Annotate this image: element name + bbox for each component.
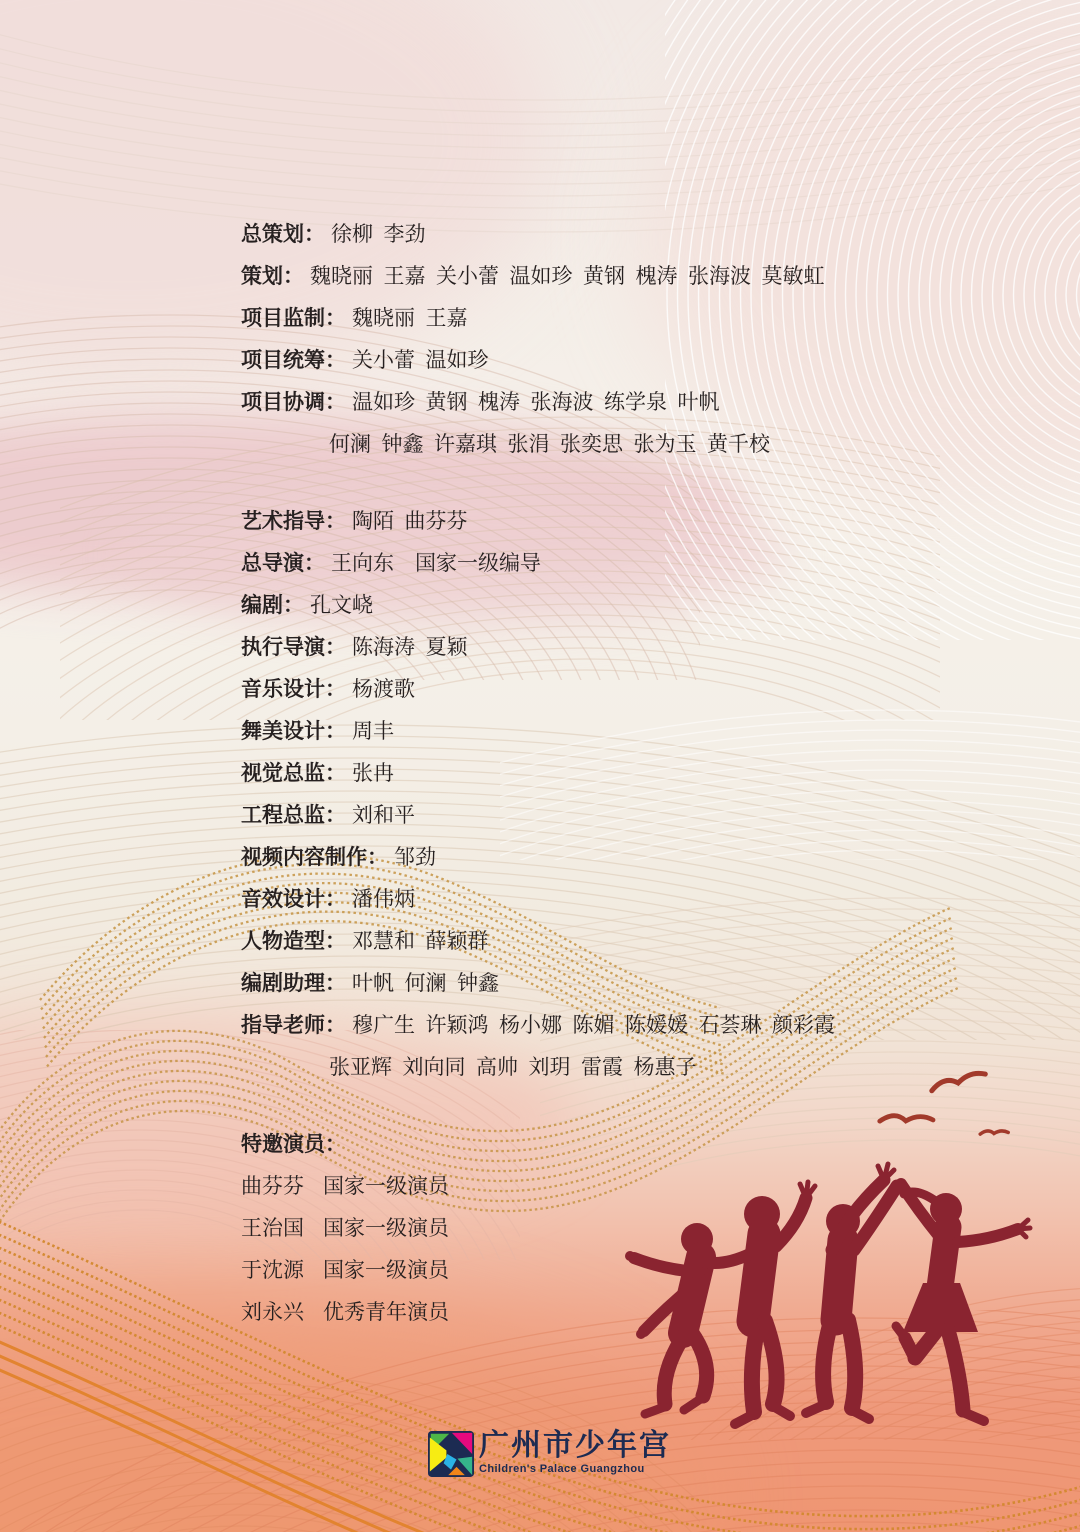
credit-names: 关小蕾 温如珍 bbox=[352, 348, 489, 372]
credit-names: 徐柳 李劲 bbox=[331, 222, 426, 246]
guest-cast-list bbox=[241, 1165, 835, 1333]
credit-row bbox=[241, 626, 835, 668]
credit-row bbox=[241, 339, 835, 381]
credit-row bbox=[241, 500, 835, 542]
credit-row bbox=[241, 297, 835, 339]
cast-member-title: 国家一级演员 bbox=[323, 1258, 449, 1282]
credit-role-label: 策划： bbox=[241, 264, 304, 288]
credit-names: 魏晓丽 王嘉 bbox=[352, 306, 468, 330]
credit-role-label: 编剧助理： bbox=[241, 971, 346, 995]
credit-row bbox=[241, 794, 835, 836]
credit-role-label: 指导老师： bbox=[241, 1013, 346, 1037]
credit-row bbox=[241, 752, 835, 794]
birds-flock bbox=[880, 1073, 1009, 1138]
credit-row bbox=[241, 584, 835, 626]
child-silhouette-4 bbox=[896, 1184, 1030, 1421]
credit-row bbox=[241, 836, 835, 878]
logo-title-cn: 广州市少年宫 bbox=[479, 1429, 671, 1462]
credit-role-label: 项目统筹： bbox=[241, 348, 346, 372]
credit-role-label: 视频内容制作： bbox=[241, 845, 388, 869]
credit-row bbox=[241, 423, 835, 465]
credit-role-label: 音效设计： bbox=[241, 887, 346, 911]
credit-role-label: 项目协调： bbox=[241, 390, 346, 414]
credit-rows bbox=[241, 213, 835, 1165]
credit-row bbox=[241, 710, 835, 752]
credit-names: 潘伟炳 bbox=[352, 887, 415, 911]
credit-role-label: 执行导演： bbox=[241, 635, 346, 659]
credit-names: 叶帆 何澜 钟鑫 bbox=[352, 971, 499, 995]
cast-member-title: 优秀青年演员 bbox=[323, 1300, 449, 1324]
credit-names: 何澜 钟鑫 许嘉琪 张涓 张奕思 张为玉 黄千校 bbox=[329, 432, 770, 456]
credits-list bbox=[241, 213, 835, 1333]
credit-names: 王向东 国家一级编导 bbox=[331, 551, 541, 575]
credit-row bbox=[241, 1123, 835, 1165]
credit-row bbox=[241, 668, 835, 710]
credit-names: 陈海涛 夏颖 bbox=[352, 635, 468, 659]
bird-icon bbox=[980, 1128, 1008, 1138]
credit-role-label: 特邀演员： bbox=[241, 1132, 346, 1156]
credit-role-label: 编剧： bbox=[241, 593, 304, 617]
credit-names: 邹劲 bbox=[394, 845, 436, 869]
credit-names: 穆广生 许颖鸿 杨小娜 陈媚 陈媛媛 石荟琳 颜彩霞 bbox=[352, 1013, 835, 1037]
credit-role-label: 艺术指导： bbox=[241, 509, 346, 533]
childrens-palace-logo-icon bbox=[428, 1431, 474, 1477]
bird-icon bbox=[880, 1109, 934, 1130]
cast-member-name: 王治国 bbox=[241, 1216, 304, 1240]
credit-row bbox=[241, 1004, 835, 1046]
credit-row bbox=[241, 255, 835, 297]
credit-role-label: 项目监制： bbox=[241, 306, 346, 330]
cast-member-name: 于沈源 bbox=[241, 1258, 304, 1282]
footer-logo-text bbox=[479, 1429, 671, 1476]
credit-row bbox=[241, 213, 835, 255]
credit-role-label: 视觉总监： bbox=[241, 761, 346, 785]
credit-names: 张亚辉 刘向同 高帅 刘玥 雷霞 杨惠子 bbox=[329, 1055, 697, 1079]
credit-row bbox=[241, 962, 835, 1004]
credit-role-label: 总导演： bbox=[241, 551, 325, 575]
credit-names: 邓慧和 薛颖群 bbox=[352, 929, 489, 953]
cast-member-title: 国家一级演员 bbox=[323, 1216, 449, 1240]
credit-names: 孔文峣 bbox=[310, 593, 373, 617]
credit-names: 刘和平 bbox=[352, 803, 415, 827]
cast-member-title: 国家一级演员 bbox=[323, 1174, 449, 1198]
cast-member-name: 曲芬芬 bbox=[241, 1174, 304, 1198]
credit-names: 张冉 bbox=[352, 761, 394, 785]
credit-names: 杨渡歌 bbox=[352, 677, 415, 701]
cast-member-name: 刘永兴 bbox=[241, 1300, 304, 1324]
credit-row bbox=[241, 878, 835, 920]
cast-row bbox=[241, 1165, 835, 1207]
credit-row bbox=[241, 542, 835, 584]
cast-row bbox=[241, 1291, 835, 1333]
credit-role-label: 总策划： bbox=[241, 222, 325, 246]
credit-names: 魏晓丽 王嘉 关小蕾 温如珍 黄钢 槐涛 张海波 莫敏虹 bbox=[310, 264, 825, 288]
credit-role-label: 音乐设计： bbox=[241, 677, 346, 701]
cast-row bbox=[241, 1249, 835, 1291]
cast-row bbox=[241, 1207, 835, 1249]
logo-title-en: Children's Palace Guangzhou bbox=[479, 1463, 645, 1475]
credit-names: 周丰 bbox=[352, 719, 394, 743]
credit-row bbox=[241, 1046, 835, 1088]
credit-role-label: 舞美设计： bbox=[241, 719, 346, 743]
credit-row bbox=[241, 381, 835, 423]
credit-row bbox=[241, 920, 835, 962]
credit-names: 温如珍 黄钢 槐涛 张海波 练学泉 叶帆 bbox=[352, 390, 720, 414]
credit-role-label: 工程总监： bbox=[241, 803, 346, 827]
credit-role-label: 人物造型： bbox=[241, 929, 346, 953]
credit-names: 陶陌 曲芬芬 bbox=[352, 509, 468, 533]
